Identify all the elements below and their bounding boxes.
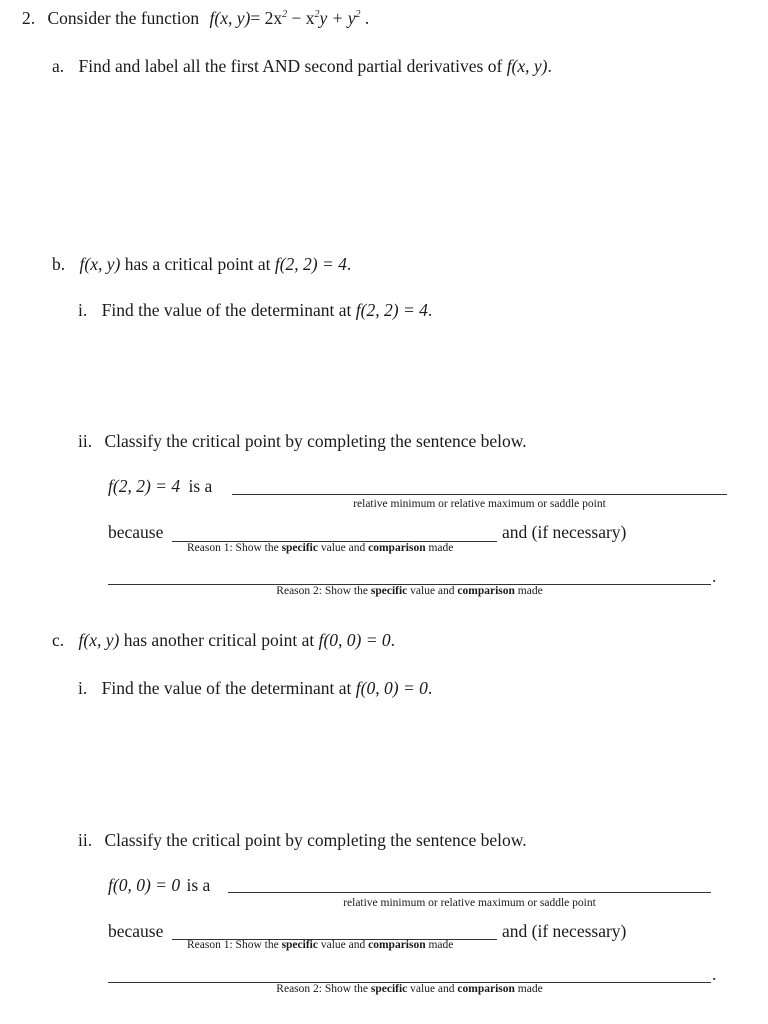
part-c-i-point: f(0, 0) = 0 — [355, 678, 428, 698]
part-b-point: f(2, 2) = 4 — [274, 254, 347, 274]
part-b-i — [78, 300, 432, 321]
part-b-ii-text: Classify the critical point by completing the sentence below. — [104, 431, 527, 451]
part-b-i-text: Find the value of the determinant at — [101, 300, 352, 320]
and-if-necessary-b: and (if necessary) — [502, 522, 627, 542]
because-label-c: because — [108, 921, 164, 941]
part-b — [52, 254, 351, 275]
classification-blank-b[interactable] — [232, 494, 727, 495]
reason1-caption-b: Reason 1: Show the specific value and comparison made — [187, 542, 454, 554]
part-c — [52, 630, 395, 651]
part-c-text: has another critical point at — [123, 630, 315, 650]
part-c-fn: f(x, y) — [78, 630, 120, 650]
part-a-label: a. — [52, 56, 65, 76]
part-a-fn: f(x, y) — [506, 56, 548, 76]
part-a-end: . — [547, 56, 552, 76]
part-b-i-label: i. — [78, 300, 88, 320]
part-c-end: . — [390, 630, 396, 650]
part-c-ii — [78, 830, 527, 851]
classification-caption-b: relative minimum or relative maximum or saddle point — [353, 498, 606, 510]
part-c-i-label: i. — [78, 678, 88, 698]
part-c-ii-text: Classify the critical point by completing the sentence below. — [104, 830, 527, 850]
part-c-i-end: . — [427, 678, 433, 698]
part-c-label: c. — [52, 630, 65, 650]
reason2-caption-c: Reason 2: Show the specific value and comparison made — [276, 983, 543, 995]
and-if-necessary-c: and (if necessary) — [502, 921, 627, 941]
function-lhs: f(x, y) — [209, 8, 251, 28]
part-b-ii — [78, 431, 527, 452]
reason2-caption-b: Reason 2: Show the specific value and comparison made — [276, 585, 543, 597]
part-b-i-point: f(2, 2) = 4 — [355, 300, 428, 320]
problem-number: 2. — [22, 8, 36, 28]
problem-intro: Consider the function — [47, 8, 200, 28]
part-c-ii-lead: f(0, 0) = 0 is a — [108, 875, 211, 895]
classification-blank-c[interactable] — [228, 892, 711, 893]
part-c-i — [78, 678, 432, 699]
part-a — [52, 56, 552, 77]
part-b-ii-label: ii. — [78, 431, 93, 451]
reason2-period-b: . — [712, 566, 717, 586]
reason2-period-c: . — [712, 964, 717, 984]
part-b-i-end: . — [427, 300, 433, 320]
part-b-ii-lead: f(2, 2) = 4 is a — [108, 476, 213, 496]
classification-caption-c: relative minimum or relative maximum or saddle point — [343, 897, 596, 909]
part-b-end: . — [346, 254, 352, 274]
function-rhs: = $2x^2 - x^2y + y^2$ . — [250, 8, 370, 28]
part-b-fn: f(x, y) — [79, 254, 121, 274]
part-c-point: f(0, 0) = 0 — [318, 630, 391, 650]
problem-header — [22, 8, 369, 29]
because-label-b: because — [108, 522, 164, 542]
reason1-caption-c: Reason 1: Show the specific value and comparison made — [187, 939, 454, 951]
part-c-i-text: Find the value of the determinant at — [101, 678, 352, 698]
part-b-label: b. — [52, 254, 66, 274]
part-a-text: Find and label all the first AND second partial derivatives of — [78, 56, 503, 76]
part-b-text: has a critical point at — [124, 254, 271, 274]
part-c-ii-label: ii. — [78, 830, 93, 850]
